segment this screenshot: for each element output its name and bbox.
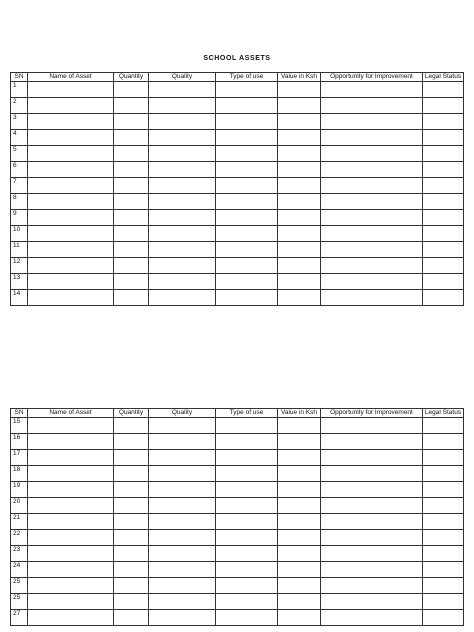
- opportunity-for-improvement-cell: [321, 450, 423, 466]
- opportunity-for-improvement-cell: [321, 578, 423, 594]
- type-of-use-cell: [216, 274, 278, 290]
- type-of-use-cell: [216, 82, 278, 98]
- value-in-ksh-cell: [278, 530, 321, 546]
- quantity-cell: [114, 546, 149, 562]
- column-header-quantity: Quantity: [114, 73, 149, 82]
- opportunity-for-improvement-cell: [321, 530, 423, 546]
- row-number: 13: [11, 274, 28, 290]
- row-number: 27: [11, 610, 28, 626]
- quantity-cell: [114, 274, 149, 290]
- legal-status-cell: [423, 434, 464, 450]
- row-number: 16: [11, 434, 28, 450]
- row-number: 2: [11, 98, 28, 114]
- legal-status-cell: [423, 594, 464, 610]
- name-of-asset-cell: [28, 498, 114, 514]
- table-row: [11, 530, 464, 546]
- quality-cell: [149, 274, 216, 290]
- legal-status-cell: [423, 242, 464, 258]
- legal-status-cell: [423, 610, 464, 626]
- quantity-cell: [114, 530, 149, 546]
- row-number: 15: [11, 418, 28, 434]
- legal-status-cell: [423, 194, 464, 210]
- table-row: [11, 146, 464, 162]
- opportunity-for-improvement-cell: [321, 418, 423, 434]
- value-in-ksh-cell: [278, 130, 321, 146]
- quality-cell: [149, 290, 216, 306]
- name-of-asset-cell: [28, 578, 114, 594]
- table-row: [11, 82, 464, 98]
- quality-cell: [149, 226, 216, 242]
- type-of-use-cell: [216, 242, 278, 258]
- quality-cell: [149, 466, 216, 482]
- quality-cell: [149, 498, 216, 514]
- column-header-quality: Quality: [149, 409, 216, 418]
- row-number: 20: [11, 498, 28, 514]
- school-assets-table-1: [10, 72, 464, 306]
- row-number: 5: [11, 146, 28, 162]
- quality-cell: [149, 610, 216, 626]
- value-in-ksh-cell: [278, 274, 321, 290]
- school-assets-table-2: [10, 408, 464, 626]
- name-of-asset-cell: [28, 562, 114, 578]
- legal-status-cell: [423, 482, 464, 498]
- table-row: [11, 226, 464, 242]
- name-of-asset-cell: [28, 450, 114, 466]
- name-of-asset-cell: [28, 242, 114, 258]
- quantity-cell: [114, 98, 149, 114]
- type-of-use-cell: [216, 562, 278, 578]
- value-in-ksh-cell: [278, 434, 321, 450]
- value-in-ksh-cell: [278, 82, 321, 98]
- quantity-cell: [114, 178, 149, 194]
- type-of-use-cell: [216, 578, 278, 594]
- opportunity-for-improvement-cell: [321, 242, 423, 258]
- quality-cell: [149, 194, 216, 210]
- quantity-cell: [114, 610, 149, 626]
- name-of-asset-cell: [28, 610, 114, 626]
- table-row: [11, 178, 464, 194]
- table-row: [11, 610, 464, 626]
- column-header-legal-status: Legal Status: [423, 409, 464, 418]
- quantity-cell: [114, 114, 149, 130]
- table-row: [11, 498, 464, 514]
- name-of-asset-cell: [28, 546, 114, 562]
- table-row: [11, 450, 464, 466]
- table-row: [11, 546, 464, 562]
- name-of-asset-cell: [28, 594, 114, 610]
- legal-status-cell: [423, 514, 464, 530]
- column-header-type-of-use: Type of use: [216, 73, 278, 82]
- opportunity-for-improvement-cell: [321, 178, 423, 194]
- name-of-asset-cell: [28, 258, 114, 274]
- name-of-asset-cell: [28, 130, 114, 146]
- quality-cell: [149, 130, 216, 146]
- table-row: [11, 514, 464, 530]
- row-number: 22: [11, 530, 28, 546]
- name-of-asset-cell: [28, 98, 114, 114]
- quality-cell: [149, 146, 216, 162]
- name-of-asset-cell: [28, 418, 114, 434]
- table-row: [11, 434, 464, 450]
- value-in-ksh-cell: [278, 578, 321, 594]
- row-number: 3: [11, 114, 28, 130]
- value-in-ksh-cell: [278, 242, 321, 258]
- type-of-use-cell: [216, 466, 278, 482]
- opportunity-for-improvement-cell: [321, 162, 423, 178]
- row-number: 25: [11, 594, 28, 610]
- document-title: SCHOOL ASSETS: [203, 55, 271, 62]
- value-in-ksh-cell: [278, 162, 321, 178]
- quantity-cell: [114, 498, 149, 514]
- quality-cell: [149, 210, 216, 226]
- name-of-asset-cell: [28, 194, 114, 210]
- type-of-use-cell: [216, 226, 278, 242]
- quantity-cell: [114, 210, 149, 226]
- type-of-use-cell: [216, 498, 278, 514]
- row-number: 21: [11, 514, 28, 530]
- name-of-asset-cell: [28, 162, 114, 178]
- column-header-value-in-ksh: Value in Ksh: [278, 409, 321, 418]
- opportunity-for-improvement-cell: [321, 130, 423, 146]
- opportunity-for-improvement-cell: [321, 482, 423, 498]
- quality-cell: [149, 562, 216, 578]
- legal-status-cell: [423, 130, 464, 146]
- opportunity-for-improvement-cell: [321, 226, 423, 242]
- type-of-use-cell: [216, 178, 278, 194]
- quantity-cell: [114, 162, 149, 178]
- name-of-asset-cell: [28, 530, 114, 546]
- table-row: [11, 130, 464, 146]
- row-number: 6: [11, 162, 28, 178]
- row-number: 7: [11, 178, 28, 194]
- quality-cell: [149, 482, 216, 498]
- legal-status-cell: [423, 418, 464, 434]
- name-of-asset-cell: [28, 274, 114, 290]
- opportunity-for-improvement-cell: [321, 114, 423, 130]
- opportunity-for-improvement-cell: [321, 562, 423, 578]
- opportunity-for-improvement-cell: [321, 258, 423, 274]
- quality-cell: [149, 162, 216, 178]
- quantity-cell: [114, 226, 149, 242]
- column-header-opportunity-for-improvement: Opportunity for Improvement: [321, 409, 423, 418]
- table-row: [11, 210, 464, 226]
- type-of-use-cell: [216, 258, 278, 274]
- quantity-cell: [114, 194, 149, 210]
- value-in-ksh-cell: [278, 114, 321, 130]
- value-in-ksh-cell: [278, 226, 321, 242]
- value-in-ksh-cell: [278, 594, 321, 610]
- table-row: [11, 418, 464, 434]
- row-number: 4: [11, 130, 28, 146]
- row-number: 9: [11, 210, 28, 226]
- opportunity-for-improvement-cell: [321, 82, 423, 98]
- table-row: [11, 274, 464, 290]
- quantity-cell: [114, 82, 149, 98]
- name-of-asset-cell: [28, 514, 114, 530]
- type-of-use-cell: [216, 530, 278, 546]
- name-of-asset-cell: [28, 82, 114, 98]
- value-in-ksh-cell: [278, 290, 321, 306]
- name-of-asset-cell: [28, 434, 114, 450]
- opportunity-for-improvement-cell: [321, 466, 423, 482]
- legal-status-cell: [423, 562, 464, 578]
- table-row: [11, 562, 464, 578]
- row-number: 18: [11, 466, 28, 482]
- type-of-use-cell: [216, 482, 278, 498]
- value-in-ksh-cell: [278, 546, 321, 562]
- opportunity-for-improvement-cell: [321, 610, 423, 626]
- quality-cell: [149, 450, 216, 466]
- value-in-ksh-cell: [278, 514, 321, 530]
- opportunity-for-improvement-cell: [321, 498, 423, 514]
- row-number: 14: [11, 290, 28, 306]
- legal-status-cell: [423, 210, 464, 226]
- quality-cell: [149, 514, 216, 530]
- value-in-ksh-cell: [278, 466, 321, 482]
- quality-cell: [149, 546, 216, 562]
- name-of-asset-cell: [28, 146, 114, 162]
- table-row: [11, 594, 464, 610]
- value-in-ksh-cell: [278, 258, 321, 274]
- quality-cell: [149, 594, 216, 610]
- quantity-cell: [114, 482, 149, 498]
- quantity-cell: [114, 434, 149, 450]
- name-of-asset-cell: [28, 290, 114, 306]
- table-row: [11, 194, 464, 210]
- row-number: 11: [11, 242, 28, 258]
- row-number: 25: [11, 578, 28, 594]
- type-of-use-cell: [216, 130, 278, 146]
- value-in-ksh-cell: [278, 498, 321, 514]
- quality-cell: [149, 178, 216, 194]
- type-of-use-cell: [216, 290, 278, 306]
- column-header-sn: SN: [11, 409, 28, 418]
- value-in-ksh-cell: [278, 450, 321, 466]
- opportunity-for-improvement-cell: [321, 98, 423, 114]
- opportunity-for-improvement-cell: [321, 434, 423, 450]
- row-number: 19: [11, 482, 28, 498]
- opportunity-for-improvement-cell: [321, 290, 423, 306]
- table-header-row: [11, 409, 464, 418]
- name-of-asset-cell: [28, 226, 114, 242]
- value-in-ksh-cell: [278, 178, 321, 194]
- column-header-sn: SN: [11, 73, 28, 82]
- quantity-cell: [114, 514, 149, 530]
- value-in-ksh-cell: [278, 194, 321, 210]
- quantity-cell: [114, 562, 149, 578]
- row-number: 1: [11, 82, 28, 98]
- column-header-quality: Quality: [149, 73, 216, 82]
- row-number: 12: [11, 258, 28, 274]
- name-of-asset-cell: [28, 466, 114, 482]
- opportunity-for-improvement-cell: [321, 546, 423, 562]
- quality-cell: [149, 578, 216, 594]
- column-header-type-of-use: Type of use: [216, 409, 278, 418]
- table-row: [11, 162, 464, 178]
- quantity-cell: [114, 418, 149, 434]
- type-of-use-cell: [216, 450, 278, 466]
- table-row: [11, 466, 464, 482]
- opportunity-for-improvement-cell: [321, 194, 423, 210]
- table-row: [11, 242, 464, 258]
- value-in-ksh-cell: [278, 482, 321, 498]
- column-header-quantity: Quantity: [114, 409, 149, 418]
- type-of-use-cell: [216, 610, 278, 626]
- quality-cell: [149, 434, 216, 450]
- legal-status-cell: [423, 114, 464, 130]
- quality-cell: [149, 258, 216, 274]
- row-number: 24: [11, 562, 28, 578]
- opportunity-for-improvement-cell: [321, 146, 423, 162]
- type-of-use-cell: [216, 194, 278, 210]
- table-row: [11, 114, 464, 130]
- value-in-ksh-cell: [278, 610, 321, 626]
- row-number: 23: [11, 546, 28, 562]
- table-header-row: [11, 73, 464, 82]
- legal-status-cell: [423, 226, 464, 242]
- value-in-ksh-cell: [278, 146, 321, 162]
- quantity-cell: [114, 130, 149, 146]
- quality-cell: [149, 418, 216, 434]
- opportunity-for-improvement-cell: [321, 514, 423, 530]
- quantity-cell: [114, 258, 149, 274]
- row-number: 8: [11, 194, 28, 210]
- opportunity-for-improvement-cell: [321, 274, 423, 290]
- column-header-legal-status: Legal Status: [423, 73, 464, 82]
- type-of-use-cell: [216, 146, 278, 162]
- legal-status-cell: [423, 258, 464, 274]
- legal-status-cell: [423, 466, 464, 482]
- legal-status-cell: [423, 498, 464, 514]
- quality-cell: [149, 530, 216, 546]
- legal-status-cell: [423, 146, 464, 162]
- name-of-asset-cell: [28, 178, 114, 194]
- table-row: [11, 482, 464, 498]
- type-of-use-cell: [216, 114, 278, 130]
- quality-cell: [149, 242, 216, 258]
- table-row: [11, 258, 464, 274]
- quantity-cell: [114, 450, 149, 466]
- type-of-use-cell: [216, 162, 278, 178]
- legal-status-cell: [423, 450, 464, 466]
- name-of-asset-cell: [28, 210, 114, 226]
- legal-status-cell: [423, 546, 464, 562]
- legal-status-cell: [423, 578, 464, 594]
- legal-status-cell: [423, 274, 464, 290]
- name-of-asset-cell: [28, 482, 114, 498]
- opportunity-for-improvement-cell: [321, 594, 423, 610]
- type-of-use-cell: [216, 418, 278, 434]
- legal-status-cell: [423, 178, 464, 194]
- quantity-cell: [114, 242, 149, 258]
- value-in-ksh-cell: [278, 98, 321, 114]
- type-of-use-cell: [216, 434, 278, 450]
- column-header-name-of-asset: Name of Asset: [28, 73, 114, 82]
- table-row: [11, 578, 464, 594]
- type-of-use-cell: [216, 98, 278, 114]
- quantity-cell: [114, 466, 149, 482]
- name-of-asset-cell: [28, 114, 114, 130]
- column-header-opportunity-for-improvement: Opportunity for Improvement: [321, 73, 423, 82]
- column-header-value-in-ksh: Value in Ksh: [278, 73, 321, 82]
- quality-cell: [149, 98, 216, 114]
- row-number: 17: [11, 450, 28, 466]
- legal-status-cell: [423, 290, 464, 306]
- type-of-use-cell: [216, 210, 278, 226]
- type-of-use-cell: [216, 514, 278, 530]
- quantity-cell: [114, 290, 149, 306]
- value-in-ksh-cell: [278, 418, 321, 434]
- value-in-ksh-cell: [278, 562, 321, 578]
- table-row: [11, 98, 464, 114]
- legal-status-cell: [423, 98, 464, 114]
- table-row: [11, 290, 464, 306]
- column-header-name-of-asset: Name of Asset: [28, 409, 114, 418]
- opportunity-for-improvement-cell: [321, 210, 423, 226]
- row-number: 10: [11, 226, 28, 242]
- type-of-use-cell: [216, 546, 278, 562]
- quantity-cell: [114, 578, 149, 594]
- legal-status-cell: [423, 82, 464, 98]
- quality-cell: [149, 82, 216, 98]
- legal-status-cell: [423, 162, 464, 178]
- quality-cell: [149, 114, 216, 130]
- quantity-cell: [114, 146, 149, 162]
- type-of-use-cell: [216, 594, 278, 610]
- legal-status-cell: [423, 530, 464, 546]
- value-in-ksh-cell: [278, 210, 321, 226]
- quantity-cell: [114, 594, 149, 610]
